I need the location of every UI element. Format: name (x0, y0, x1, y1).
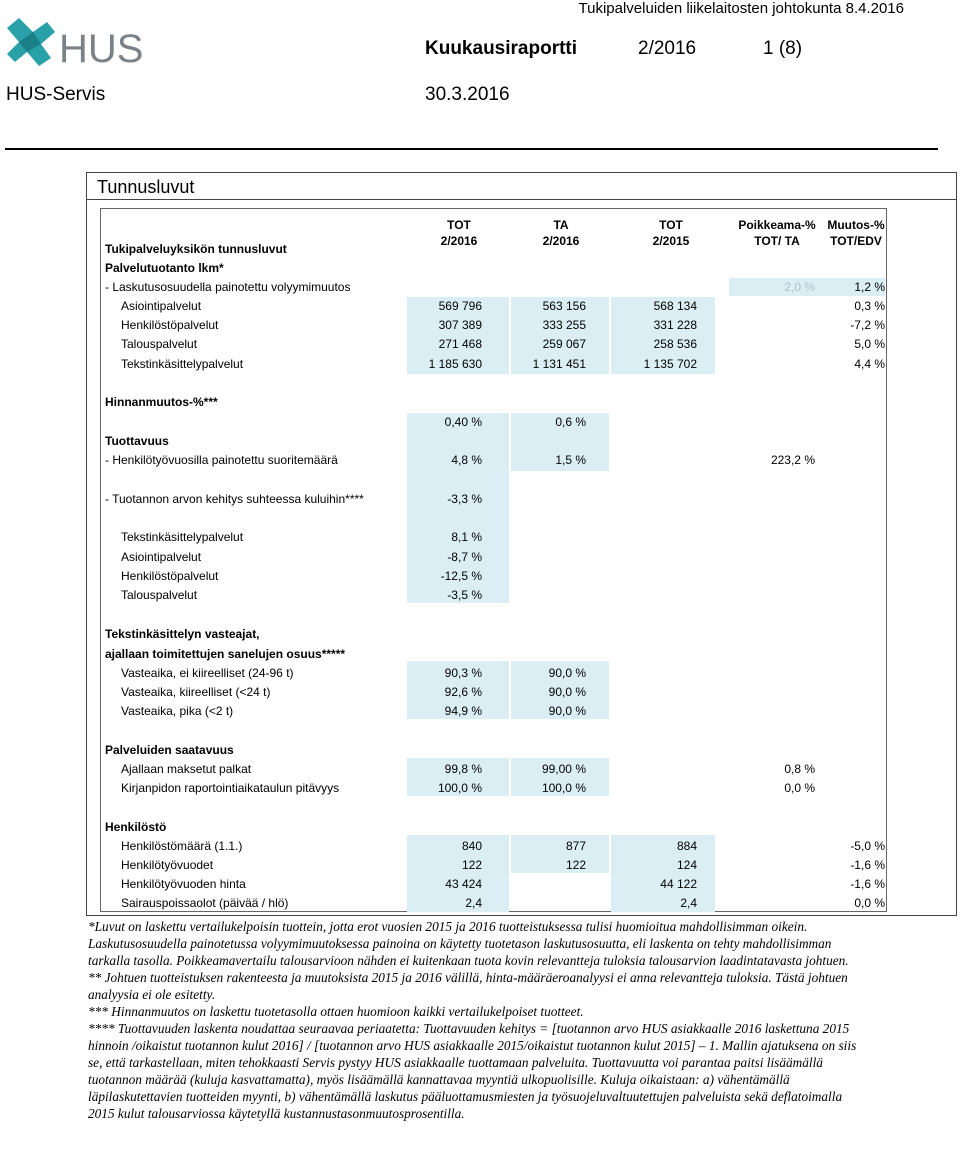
cell-change: -5,0 % (850, 839, 885, 853)
table-row (101, 625, 886, 644)
cell-change: -1,6 % (850, 877, 885, 891)
cell-ta-2016: 1 131 451 (532, 357, 586, 371)
row-label: Tekstinkäsittelypalvelut (121, 357, 244, 371)
row-label: Kirjanpidon raportointiaikataulun pitävyys (121, 781, 340, 795)
cell-ta-2016: 563 156 (542, 299, 586, 313)
row-label: - Henkilötyövuosilla painotettu suoritemäärä (105, 453, 338, 467)
cell-ta-2016: 1,5 % (555, 453, 586, 467)
footnotes (88, 918, 868, 1122)
row-label: Henkilöstöpalvelut (121, 318, 219, 332)
page-number: 1 (8) (763, 38, 803, 59)
row-label: Vasteaika, kiireelliset (<24 t) (121, 685, 271, 699)
cell-change: 1,2 % (854, 280, 885, 294)
row-label: - Tuotannon arvon kehitys suhteessa kuluihin**** (105, 492, 364, 506)
section-title-rule (86, 199, 957, 200)
row-label: Asiointipalvelut (121, 550, 202, 564)
row-label: Henkilöstöpalvelut (121, 569, 219, 583)
cell-change: 0,0 % (854, 896, 885, 910)
row-label: - Laskutusosuudella painotettu volyymimuutos (105, 280, 351, 294)
row-label: Sairauspoissaolot (päivää / hlö) (121, 896, 289, 910)
cell-tot-2016: 840 (461, 839, 482, 853)
cell-tot-2016: 100,0 % (437, 781, 482, 795)
table-row (101, 567, 886, 586)
cell-ta-2016: 333 255 (542, 318, 586, 332)
table-row (101, 548, 886, 567)
cell-tot-2015: 2,4 (680, 896, 697, 910)
table-row (101, 297, 886, 316)
table-row (101, 760, 886, 779)
row-label: Hinnanmuutos-%*** (105, 395, 218, 409)
table-row (101, 393, 886, 412)
cell-ta-2016: 90,0 % (548, 685, 586, 699)
cell-deviation: 223,2 % (770, 453, 815, 467)
cell-tot-2016: 569 796 (438, 299, 482, 313)
cell-tot-2015: 44 122 (660, 877, 697, 891)
cell-deviation: 0,0 % (784, 781, 815, 795)
cell-tot-2016: -12,5 % (440, 569, 482, 583)
table-row (101, 335, 886, 354)
cell-tot-2015: 884 (676, 839, 697, 853)
cell-tot-2016: -3,5 % (447, 588, 482, 602)
row-label: Henkilötyövuodet (121, 858, 214, 872)
column-header: TOT 2/2016 (440, 218, 478, 248)
cell-tot-2016: 8,1 % (451, 530, 482, 544)
cell-change: -1,6 % (850, 858, 885, 872)
cell-ta-2016: 877 (565, 839, 586, 853)
row-label: Tuottavuus (105, 434, 169, 448)
table-row (101, 316, 886, 335)
footnote: ** Johtuen tuotteistuksen rakenteesta ja muutoksista 2015 ja 2016 välillä, hinta-määräeroanalyysi ei anna relevantteja tuloksia. Tästä johtuen analyysia ei ole esitetty. (88, 970, 848, 1002)
table-row (101, 818, 886, 837)
row-label: Henkilötyövuoden hinta (121, 877, 246, 891)
column-header: Muutos-% TOT/EDV (827, 218, 885, 248)
row-label: Talouspalvelut (121, 337, 198, 351)
hus-logo (5, 14, 145, 70)
unit-name: HUS-Servis (6, 84, 106, 105)
cell-tot-2016: 1 185 630 (428, 357, 482, 371)
cell-tot-2016: 92,6 % (444, 685, 482, 699)
cell-change: 5,0 % (854, 337, 885, 351)
cell-tot-2016: 122 (461, 858, 482, 872)
cell-tot-2016: 307 389 (438, 318, 482, 332)
cell-tot-2016: -3,3 % (447, 492, 482, 506)
cell-tot-2016: 94,9 % (444, 704, 482, 718)
table-row (101, 451, 886, 470)
row-label: Ajallaan maksetut palkat (121, 762, 252, 776)
table-row (101, 837, 886, 856)
table-row (101, 490, 886, 509)
cell-change: 4,4 % (854, 357, 885, 371)
table-row (101, 355, 886, 374)
cell-tot-2016: 43 424 (445, 877, 482, 891)
row-label: Palvelutuotanto lkm* (105, 261, 224, 275)
cell-tot-2016: 271 468 (438, 337, 482, 351)
cell-change: 0,3 % (854, 299, 885, 313)
footnote: **** Tuottavuuden laskenta noudattaa seuraavaa periaatetta: Tuottavuuden kehitys = [tuotannon arvo HUS asiakkaalle 2016 laskettuna 2015 hinnoin /oikaistut tuotannon kulut 2016] / [tuotannon arvo HUS asiakkaalle 2015/oikaistut tuotannon kulut 2015] – 1. Mallin ajatuksena on siis se, että tarkastellaan, miten tehokkaasti Servis pystyy HUS asiakkaalle tuottamaan palveluita. Tuottavuutta voi parantaa paitsi lisäämällä tuotannon määrää (kuluja kasvattamatta), myös lisäämällä kannattavaa myyntiä ulkopuolisille. Kuluja oikaistaan: a) vähentämällä läpilaskutettavien tuotteiden myynti, b) vähentämällä laskutus pääluottamusmiesten ja työsuojeluvaltuutettujen palveluista sekä deflatoimalla 2015 kulut talousarviossa käytetyllä kustannustasonmuutosprosentilla. (88, 1021, 857, 1121)
table-row (101, 683, 886, 702)
table-row (101, 278, 886, 297)
cell-tot-2015: 1 135 702 (643, 357, 697, 371)
table-row (101, 432, 886, 451)
kpi-table (100, 208, 887, 912)
table-row (101, 856, 886, 875)
header-rule (5, 148, 938, 150)
row-label: Henkilöstö (105, 820, 167, 834)
table-row (101, 702, 886, 721)
cell-deviation: 2,0 % (784, 280, 815, 294)
row-label: Henkilöstömäärä (1.1.) (121, 839, 243, 853)
cell-tot-2016: 4,8 % (451, 453, 482, 467)
row-label: ajallaan toimitettujen sanelujen osuus***** (105, 647, 346, 661)
report-title: Kuukausiraportti (425, 38, 578, 59)
row-label: Tekstinkäsittelyn vasteajat, (105, 627, 260, 641)
table-row (101, 779, 886, 798)
table-row (101, 586, 886, 605)
column-header: TOT 2/2015 (652, 218, 690, 248)
report-period: 2/2016 (638, 38, 697, 59)
table-row (101, 875, 886, 894)
cell-tot-2015: 258 536 (653, 337, 697, 351)
table-row (101, 413, 886, 432)
row-label: Vasteaika, ei kiireelliset (24-96 t) (121, 666, 294, 680)
cell-deviation: 0,8 % (784, 762, 815, 776)
logo-cross-icon (7, 18, 55, 66)
row-label: Vasteaika, pika (<2 t) (121, 704, 234, 718)
row-label: Tekstinkäsittelypalvelut (121, 530, 244, 544)
cell-ta-2016: 90,0 % (548, 666, 586, 680)
logo-text: HUS (59, 27, 144, 70)
table-row (101, 664, 886, 683)
cell-tot-2016: -8,7 % (447, 550, 482, 564)
table-title: Tukipalveluyksikön tunnusluvut (105, 242, 287, 256)
cell-ta-2016: 122 (565, 858, 586, 872)
column-header: Poikkeama-% TOT/ TA (738, 218, 816, 248)
cell-ta-2016: 0,6 % (555, 415, 586, 429)
footnote: *Luvut on laskettu vertailukelpoisin tuottein, jotta erot vuosien 2015 ja 2016 tuotteistuksessa tulisi huomioitua mahdollisimman oikein. Laskutusosuudella painotetussa volyymimuutoksessa painoina on käytetty tuotetason laskutusosuutta, eli laskenta on tehty mahdollisimman tarkalla tasolla. Poikkeamavertailu talousarvioon nähden ei kuitenkaan tuota kovin relevantteja tuloksia talousarvion laadintatavasta johtuen. (88, 919, 849, 968)
cell-tot-2016: 99,8 % (444, 762, 482, 776)
footnote: *** Hinnanmuutos on laskettu tuotetasolla ottaen huomioon kaikki vertailukelpoiset tuotteet. (88, 1004, 584, 1019)
cell-ta-2016: 99,00 % (541, 762, 586, 776)
cell-tot-2016: 0,40 % (444, 415, 482, 429)
cell-tot-2016: 90,3 % (444, 666, 482, 680)
row-label: Asiointipalvelut (121, 299, 202, 313)
cell-change: -7,2 % (850, 318, 885, 332)
table-row (101, 259, 886, 278)
table-row (101, 528, 886, 547)
cell-tot-2016: 2,4 (465, 896, 482, 910)
cell-tot-2015: 568 134 (653, 299, 697, 313)
cell-ta-2016: 259 067 (542, 337, 586, 351)
table-row (101, 894, 886, 913)
column-header: TA 2/2016 (542, 218, 580, 248)
table-row (101, 741, 886, 760)
org-line: Tukipalveluiden liikelaitosten johtokunta 8.4.2016 (578, 0, 904, 17)
cell-ta-2016: 100,0 % (541, 781, 586, 795)
cell-tot-2015: 331 228 (653, 318, 697, 332)
report-date: 30.3.2016 (425, 84, 510, 105)
row-label: Talouspalvelut (121, 588, 198, 602)
table-row (101, 645, 886, 664)
section-title: Tunnusluvut (97, 177, 195, 197)
cell-ta-2016: 90,0 % (548, 704, 586, 718)
row-label: Palveluiden saatavuus (105, 743, 234, 757)
cell-tot-2015: 124 (676, 858, 697, 872)
